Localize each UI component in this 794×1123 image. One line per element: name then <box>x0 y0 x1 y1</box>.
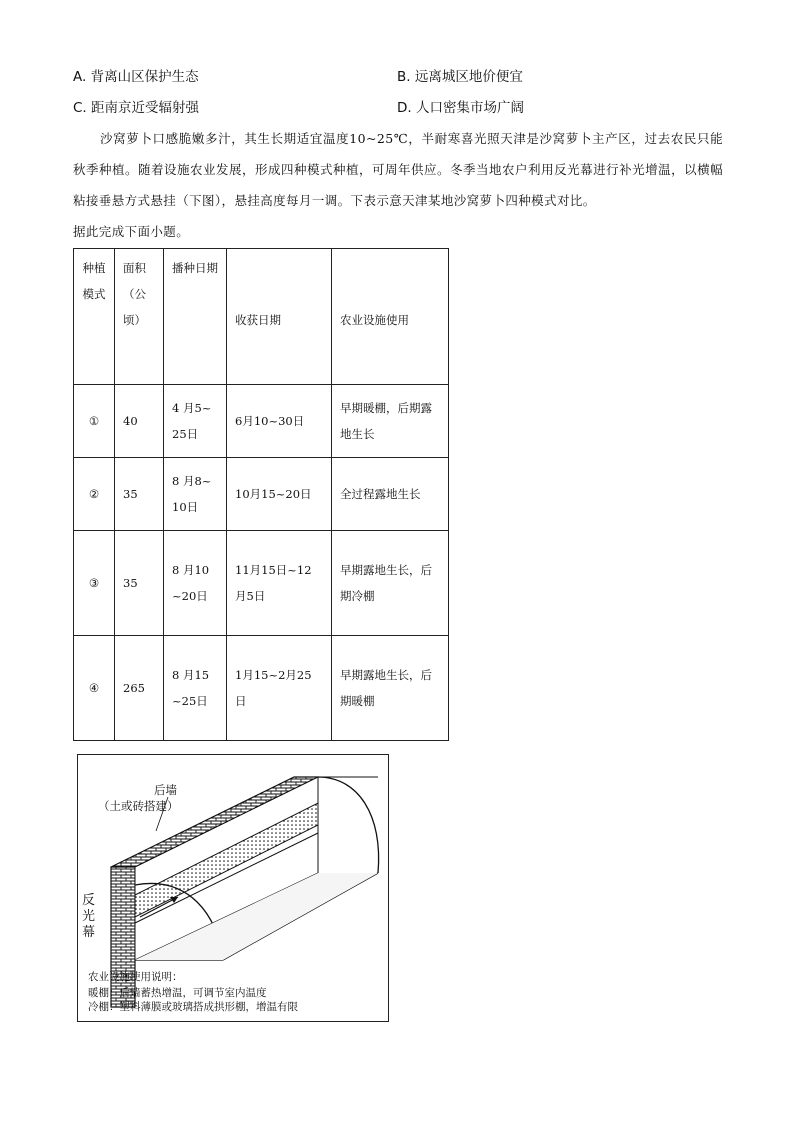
facility-notes-title: 农业设施使用说明： <box>88 971 183 983</box>
header-harvest-date: 收获日期 <box>227 249 332 385</box>
cell-harvest-date: 6月10~30日 <box>227 385 332 458</box>
header-sow-date: 播种日期 <box>164 249 227 385</box>
cell-sow-date: 8 月10~20日 <box>164 531 227 636</box>
back-wall-face <box>111 867 135 1007</box>
wall-material-label: （土或砖搭建） <box>98 799 179 813</box>
header-area: 面积（公顷） <box>115 249 164 385</box>
option-b: B. 远离城区地价便宜 <box>397 69 523 85</box>
option-d: D. 人口密集市场广阔 <box>397 100 524 116</box>
table-header-row <box>74 249 449 385</box>
cell-sow-date: 4 月5~25日 <box>164 385 227 458</box>
cell-area: 35 <box>115 458 164 531</box>
cell-sow-date: 8 月15~25日 <box>164 636 227 741</box>
header-mode: 种植模式 <box>74 249 115 385</box>
cell-mode: ② <box>74 458 115 531</box>
intro-text <box>73 123 723 247</box>
cell-sow-date: 8 月8~10日 <box>164 458 227 531</box>
option-c: C. 距南京近受辐射强 <box>73 100 200 116</box>
table-row <box>74 531 449 636</box>
note-warm-shed: 暖棚：后墙蓄热增温，可调节室内温度 <box>88 987 267 999</box>
cell-facility: 早期露地生长，后期暖棚 <box>332 636 449 741</box>
cell-mode: ① <box>74 385 115 458</box>
planting-modes-table <box>73 248 449 741</box>
intro-paragraph: 沙窝萝卜口感脆嫩多汁，其生长期适宜温度10~25℃，半耐寒喜光照天津是沙窝萝卜主产区，过去农民只能秋季种植。随着设施农业发展，形成四种模式种植，可周年供应。冬季当地农户利用反光幕进行补光增温，以横幅粘接垂悬方式悬挂（下图），悬挂高度每月一调。下表示意天津某地沙窝萝卜四种模式对比。 <box>73 131 723 208</box>
cell-harvest-date: 1月15~2月25日 <box>227 636 332 741</box>
cell-area: 265 <box>115 636 164 741</box>
cell-facility: 全过程露地生长 <box>332 458 449 531</box>
cell-mode: ④ <box>74 636 115 741</box>
table-row <box>74 636 449 741</box>
intro-instruction: 据此完成下面小题。 <box>73 224 190 239</box>
wall-label: 后墙 <box>154 783 177 797</box>
header-facility: 农业设施使用 <box>332 249 449 385</box>
cell-area: 35 <box>115 531 164 636</box>
greenhouse-figure <box>77 754 389 1022</box>
cell-harvest-date: 10月15~20日 <box>227 458 332 531</box>
note-cold-shed: 冷棚：塑料薄膜或玻璃搭成拱形棚，增温有限 <box>88 1001 298 1013</box>
cell-facility: 早期露地生长，后期冷棚 <box>332 531 449 636</box>
reflector-label: 反光幕 <box>82 893 96 940</box>
option-a: A. 背离山区保护生态 <box>73 69 199 85</box>
cell-area: 40 <box>115 385 164 458</box>
cell-harvest-date: 11月15日~12月5日 <box>227 531 332 636</box>
table-row <box>74 385 449 458</box>
table-row <box>74 458 449 531</box>
arch-back <box>318 777 379 873</box>
cell-mode: ③ <box>74 531 115 636</box>
cell-facility: 早期暖棚，后期露地生长 <box>332 385 449 458</box>
